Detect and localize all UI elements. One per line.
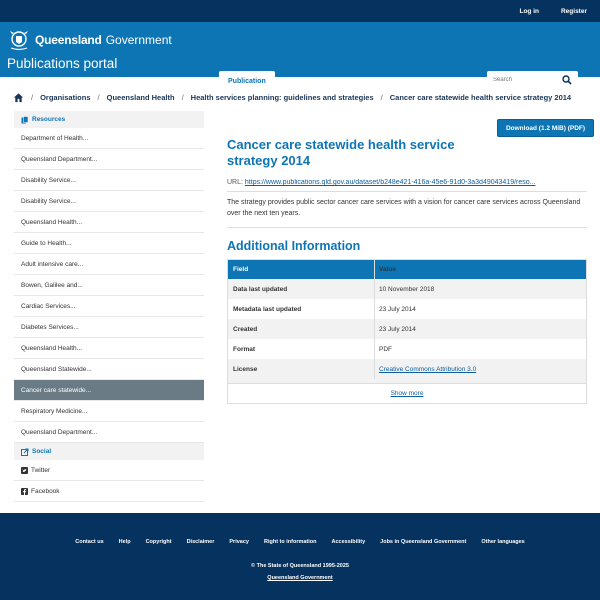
nav-organisations[interactable]: Organisations bbox=[335, 78, 384, 85]
sidebar-resource-item[interactable]: Bowen, Galilee and... bbox=[14, 275, 204, 296]
nav-contact[interactable]: Contact bbox=[448, 78, 475, 85]
breadcrumb-current-page[interactable]: Cancer care statewide health service strategy 2014 bbox=[389, 93, 572, 102]
page-title: Cancer care statewide health service strategy 2014 bbox=[227, 137, 455, 168]
footer-link-copyright[interactable]: Copyright bbox=[145, 539, 172, 545]
table-row bbox=[228, 299, 586, 319]
sidebar-resource-item[interactable]: Disability Service... bbox=[14, 191, 204, 212]
brand-queensland: Queensland bbox=[35, 33, 102, 47]
table-field: Metadata last updated bbox=[228, 299, 375, 319]
social-heading-label: Social bbox=[32, 448, 52, 455]
files-icon bbox=[21, 116, 29, 124]
facebook-icon bbox=[21, 488, 28, 495]
breadcrumb bbox=[13, 92, 571, 103]
sidebar-resource-item[interactable]: Diabetes Services... bbox=[14, 317, 204, 338]
register-link[interactable]: Register bbox=[560, 7, 587, 15]
table-field: Format bbox=[228, 339, 375, 359]
show-more bbox=[228, 383, 586, 403]
footer-link-jobs[interactable]: Jobs in Queensland Government bbox=[380, 539, 467, 545]
resource-description: The strategy provides public sector cancer care services with a vision for cancer care services across Queensland over the next ten years. bbox=[227, 199, 581, 217]
search-box bbox=[487, 71, 578, 89]
sidebar-resource-item[interactable]: Queensland Health... bbox=[14, 212, 204, 233]
social-facebook[interactable] bbox=[14, 481, 204, 502]
additional-information-heading: Additional Information bbox=[227, 239, 361, 253]
footer-link-help[interactable]: Help bbox=[118, 539, 131, 545]
search-icon[interactable] bbox=[561, 74, 573, 86]
site-footer bbox=[0, 513, 600, 600]
social-twitter[interactable] bbox=[14, 460, 204, 481]
footer-link-privacy[interactable]: Privacy bbox=[229, 539, 249, 545]
footer-link-right-to-information[interactable]: Right to information bbox=[263, 539, 317, 545]
table-value: 23 July 2014 bbox=[379, 305, 416, 313]
divider bbox=[227, 191, 587, 192]
social-facebook-label: Facebook bbox=[31, 487, 60, 495]
qgov-footer bbox=[0, 575, 600, 581]
sidebar-resource-item[interactable]: Disability Service... bbox=[14, 170, 204, 191]
sidebar-resource-item[interactable]: Department of Health... bbox=[14, 128, 204, 149]
url-label: URL: bbox=[227, 179, 243, 186]
breadcrumb-organisations[interactable]: Organisations bbox=[40, 93, 91, 102]
queensland-government-link[interactable]: Queensland Government bbox=[267, 575, 333, 581]
show-more-link[interactable]: Show more bbox=[390, 390, 424, 397]
table-field: Data last updated bbox=[228, 279, 375, 299]
sidebar-resource-item-active[interactable]: Cancer care statewide... bbox=[14, 380, 204, 401]
breadcrumb-queensland-health[interactable]: Queensland Health bbox=[106, 93, 175, 102]
brand-government: Government bbox=[105, 33, 172, 47]
site-header bbox=[0, 22, 600, 85]
nav-standards[interactable]: Standards bbox=[283, 78, 318, 85]
table-row bbox=[228, 339, 586, 359]
nav-publication[interactable]: Publication bbox=[219, 71, 275, 93]
portal-title[interactable]: Publications portal bbox=[7, 56, 118, 71]
divider bbox=[227, 227, 587, 228]
sidebar-resource-item[interactable]: Respiratory Medicine... bbox=[14, 401, 204, 422]
sidebar-resource-item[interactable]: Cardiac Services... bbox=[14, 296, 204, 317]
table-row bbox=[228, 359, 586, 379]
download-button[interactable]: Download (1.2 MiB) (PDF) bbox=[497, 119, 594, 137]
search-input[interactable] bbox=[487, 72, 559, 88]
footer-link-accessibility[interactable]: Accessibility bbox=[331, 539, 366, 545]
share-icon bbox=[21, 448, 29, 456]
qld-government-logo[interactable] bbox=[7, 28, 172, 52]
table-value: 23 July 2014 bbox=[379, 325, 416, 333]
table-header-row bbox=[228, 260, 586, 279]
sidebar-resource-item[interactable]: Queensland Department... bbox=[14, 422, 204, 443]
home-icon[interactable] bbox=[13, 92, 24, 103]
social-twitter-label: Twitter bbox=[31, 466, 51, 474]
qld-crest-icon bbox=[7, 28, 31, 52]
table-row bbox=[228, 319, 586, 339]
sidebar-resource-item[interactable]: Adult intensive care... bbox=[14, 254, 204, 275]
breadcrumb-health-services-planning[interactable]: Health services planning: guidelines and strategies bbox=[190, 93, 374, 102]
resources-sidebar bbox=[14, 111, 204, 502]
main-nav bbox=[219, 71, 483, 93]
resources-heading-label: Resources bbox=[32, 116, 66, 123]
footer-link-other-languages[interactable]: Other languages bbox=[481, 539, 525, 545]
twitter-icon bbox=[21, 467, 28, 474]
table-value: 10 November 2018 bbox=[379, 285, 435, 293]
sidebar-resource-item[interactable]: Queensland Statewide... bbox=[14, 359, 204, 380]
breadcrumb-separator: / bbox=[97, 93, 100, 102]
table-row bbox=[228, 279, 586, 299]
resource-url-link[interactable]: https://www.publications.qld.gov.au/dataset/b248e421-416a-45e6-91d0-3a3d49043419/reso... bbox=[244, 179, 536, 186]
breadcrumb-separator: / bbox=[31, 93, 34, 102]
sidebar-resource-item[interactable]: Queensland Department... bbox=[14, 149, 204, 170]
table-header-value: Value bbox=[379, 266, 396, 273]
footer-link-disclaimer[interactable]: Disclaimer bbox=[186, 539, 215, 545]
copyright-notice: © The State of Queensland 1995-2025 bbox=[251, 563, 349, 569]
table-value: PDF bbox=[379, 345, 392, 353]
breadcrumb-separator: / bbox=[380, 93, 383, 102]
license-link[interactable]: Creative Commons Attribution 3.0 bbox=[379, 365, 477, 373]
table-value bbox=[375, 359, 586, 379]
social-heading bbox=[14, 443, 204, 460]
footer-link-contact-us[interactable]: Contact us bbox=[75, 539, 104, 545]
additional-info-table bbox=[227, 259, 587, 404]
table-header-field: Field bbox=[228, 260, 375, 279]
sidebar-resource-item[interactable]: Queensland Health... bbox=[14, 338, 204, 359]
footer-links bbox=[0, 539, 600, 545]
nav-gazettes[interactable]: Gazettes bbox=[401, 78, 431, 85]
table-field: License bbox=[228, 359, 375, 379]
table-field: Created bbox=[228, 319, 375, 339]
breadcrumb-separator: / bbox=[181, 93, 184, 102]
resources-heading bbox=[14, 111, 204, 128]
login-link[interactable]: Log in bbox=[519, 7, 539, 15]
top-utility-bar bbox=[0, 0, 600, 22]
resource-url bbox=[227, 179, 585, 186]
sidebar-resource-item[interactable]: Guide to Health... bbox=[14, 233, 204, 254]
